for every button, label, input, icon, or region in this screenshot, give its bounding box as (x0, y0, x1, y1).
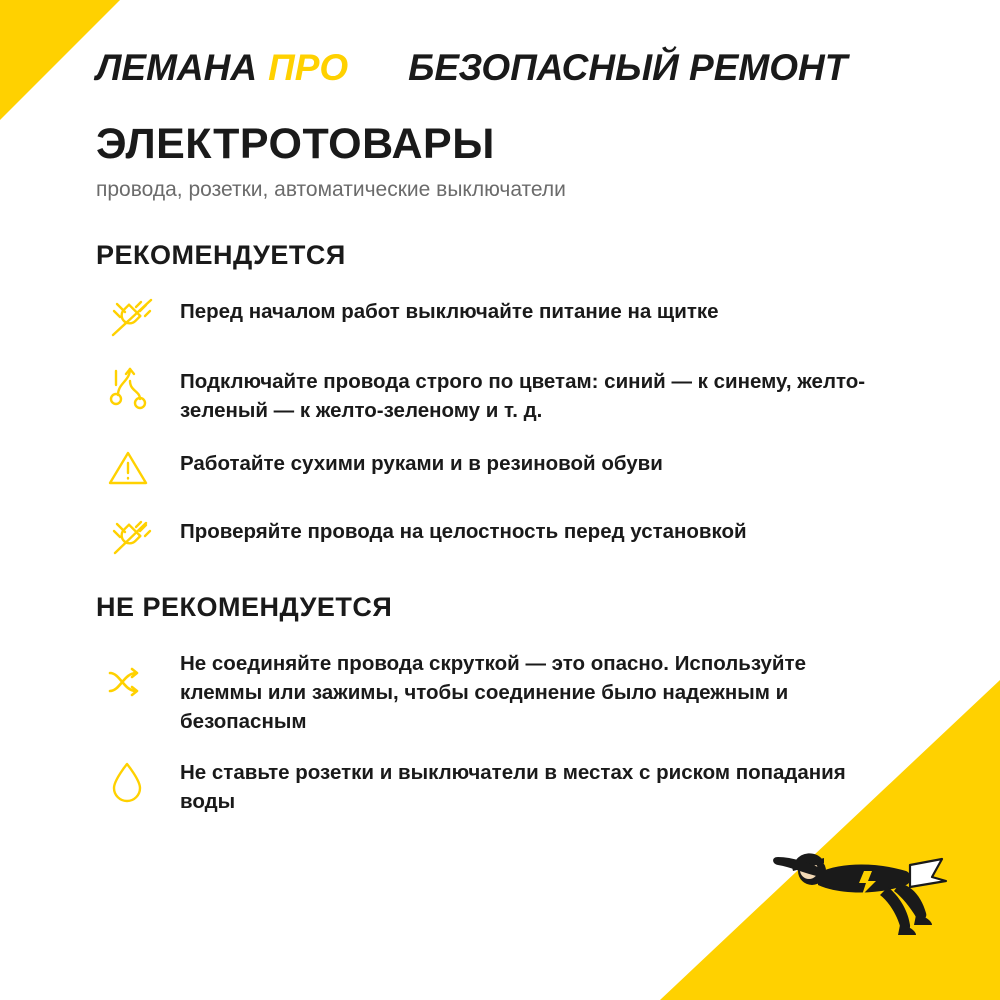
list-item (96, 513, 930, 561)
list-item (96, 293, 930, 341)
page-title: ЭЛЕКТРОТОВАРЫ (96, 120, 495, 168)
list-item-text: Подключайте провода строго по цветам: синий — к синему, желто-зеленый — к желто-зеленому и т. д. (180, 370, 866, 423)
logo-main-text: ЛЕМАНА (96, 47, 258, 88)
list-item-text: Не ставьте розетки и выключатели в местах с риском попадания воды (180, 761, 846, 814)
section-recommended (96, 240, 930, 583)
plug-off-icon (96, 293, 180, 341)
list-item-text: Не соединяйте провода скруткой — это опасно. Используйте клеммы или зажимы, чтобы соединение было надежным и безопасным (180, 652, 806, 734)
list-item (96, 645, 930, 736)
section-title-recommended: РЕКОМЕНДУЕТСЯ (96, 240, 346, 270)
list-item-text: Проверяйте провода на целостность перед установкой (180, 520, 747, 544)
list-item-text: Работайте сухими руками и в резиновой обуви (180, 452, 663, 476)
water-drop-icon (96, 754, 180, 804)
warning-triangle-icon (96, 445, 180, 491)
logo-sub-text: ПРО (268, 47, 349, 88)
section-not-recommended (96, 592, 930, 837)
flying-handyman-mascot (760, 825, 950, 955)
section-title-not-recommended: НЕ РЕКОМЕНДУЕТСЯ (96, 592, 393, 622)
brand-logo (96, 47, 348, 89)
campaign-title: БЕЗОПАСНЫЙ РЕМОНТ (408, 47, 848, 88)
list-item (96, 445, 930, 491)
list-item (96, 363, 930, 425)
page-subtitle: провода, розетки, автоматические выключатели (96, 178, 566, 201)
wire-colors-icon (96, 363, 180, 415)
list-item-text: Перед началом работ выключайте питание на щитке (180, 300, 719, 323)
list-item (96, 754, 930, 816)
plug-check-icon (96, 513, 180, 561)
header (96, 40, 940, 96)
twisted-wires-icon (96, 645, 180, 701)
